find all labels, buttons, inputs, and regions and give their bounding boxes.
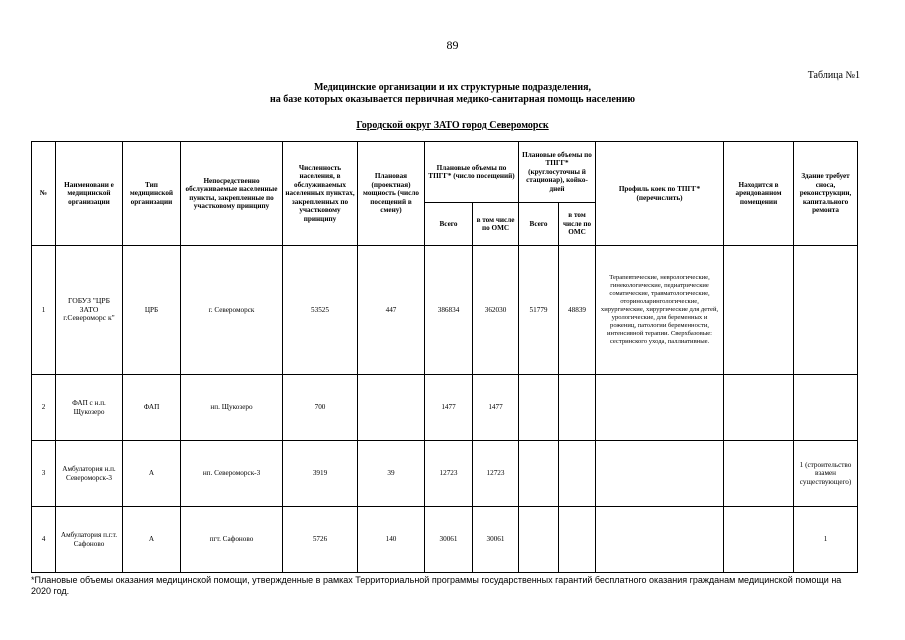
cell-population: 700 — [283, 375, 358, 441]
cell-name: ФАП с н.п. Щукозеро — [56, 375, 123, 441]
table-row — [32, 375, 858, 441]
cell-beds-oms — [559, 375, 596, 441]
cell-building — [794, 246, 858, 375]
header-profile: Профиль коек по ТПГГ* (перечислить) — [596, 142, 724, 246]
cell-rented — [724, 246, 794, 375]
title-line-1: Медицинские организации и их структурные подразделения, — [314, 82, 591, 93]
cell-type: А — [123, 441, 181, 507]
document-title — [0, 82, 905, 106]
cell-rented — [724, 441, 794, 507]
cell-population: 3919 — [283, 441, 358, 507]
cell-profile — [596, 507, 724, 573]
cell-settlements: г. Североморск — [181, 246, 283, 375]
cell-capacity — [358, 375, 425, 441]
cell-settlements: пгт. Сафоново — [181, 507, 283, 573]
cell-beds-total: 51779 — [519, 246, 559, 375]
page-number: 89 — [446, 38, 459, 52]
header-beds-total: Всего — [519, 203, 559, 246]
cell-beds-oms — [559, 507, 596, 573]
cell-beds-total — [519, 441, 559, 507]
document-subtitle: Городской округ ЗАТО город Североморск — [356, 120, 549, 131]
cell-visits-total: 30061 — [425, 507, 473, 573]
cell-visits-oms: 12723 — [473, 441, 519, 507]
footnote: *Плановые объемы оказания медицинской помощи, утвержденные в рамках Территориальной программы государственных гарантий бесплатного оказания гражданам медицинской помощи на 2020 год. — [31, 575, 842, 596]
cell-visits-total: 12723 — [425, 441, 473, 507]
cell-beds-oms: 48839 — [559, 246, 596, 375]
cell-capacity: 447 — [358, 246, 425, 375]
title-line-2: на базе которых оказывается первичная медико-санитарная помощь населению — [270, 94, 635, 105]
cell-settlements: нп. Североморск-3 — [181, 441, 283, 507]
cell-type: ФАП — [123, 375, 181, 441]
cell-beds-oms — [559, 441, 596, 507]
cell-population: 53525 — [283, 246, 358, 375]
cell-rented — [724, 507, 794, 573]
header-population: Численность населения, в обслуживаемых населенных пунктах, закрепленных по участковому принципу — [283, 142, 358, 246]
table-label: Таблица №1 — [807, 70, 860, 81]
table-row — [32, 441, 858, 507]
cell-profile — [596, 375, 724, 441]
cell-num: 2 — [32, 375, 56, 441]
header-visits-oms: в том числе по ОМС — [473, 203, 519, 246]
cell-building — [794, 375, 858, 441]
header-row-1 — [32, 142, 858, 203]
cell-settlements: нп. Щукозеро — [181, 375, 283, 441]
header-visits-total: Всего — [425, 203, 473, 246]
cell-visits-total: 1477 — [425, 375, 473, 441]
cell-population: 5726 — [283, 507, 358, 573]
cell-type: ЦРБ — [123, 246, 181, 375]
cell-name: Амбулатория п.г.т. Сафоново — [56, 507, 123, 573]
header-name: Наименовани е медицинской организации — [56, 142, 123, 246]
header-capacity: Плановая (проектная) мощность (число посещений в смену) — [358, 142, 425, 246]
cell-beds-total — [519, 375, 559, 441]
header-tpgg-beds: Плановые объемы по ТПГГ* (круглосуточны й стационар), койко-дней — [519, 142, 596, 203]
header-rented: Находится в арендованном помещении — [724, 142, 794, 246]
header-building: Здание требует сноса, реконструкции, капитального ремонта — [794, 142, 858, 246]
cell-num: 1 — [32, 246, 56, 375]
cell-visits-oms: 1477 — [473, 375, 519, 441]
header-beds-oms: в том числе по ОМС — [559, 203, 596, 246]
cell-num: 4 — [32, 507, 56, 573]
cell-type: А — [123, 507, 181, 573]
table-row — [32, 507, 858, 573]
cell-num: 3 — [32, 441, 56, 507]
organizations-table — [31, 141, 858, 573]
header-type: Тип медицинской организации — [123, 142, 181, 246]
cell-profile: Терапевтические, неврологические, гинекологические, педиатрические соматические, травматологические, оториноларингологические, хирургические, хирургические для детей, урологические, для беременных и рожениц, патологии беременности, интенсивной терапии. Сверхбазовые: сестринского ухода, паллиативные. — [596, 246, 724, 375]
cell-visits-oms: 362030 — [473, 246, 519, 375]
cell-building: 1 (строительство взамен существующего) — [794, 441, 858, 507]
header-settlements: Непосредственно обслуживаемые населенные пункты, закрепленные по участковому принципу — [181, 142, 283, 246]
table-row — [32, 246, 858, 375]
cell-visits-total: 386834 — [425, 246, 473, 375]
cell-name: ГОБУЗ "ЦРБ ЗАТО г.Североморс к" — [56, 246, 123, 375]
cell-capacity: 140 — [358, 507, 425, 573]
cell-rented — [724, 375, 794, 441]
cell-beds-total — [519, 507, 559, 573]
cell-visits-oms: 30061 — [473, 507, 519, 573]
header-tpgg-visits: Плановые объемы по ТПГГ* (число посещений) — [425, 142, 519, 203]
header-num: № — [32, 142, 56, 246]
cell-capacity: 39 — [358, 441, 425, 507]
cell-name: Амбулатория н.п. Североморск-3 — [56, 441, 123, 507]
cell-building: 1 — [794, 507, 858, 573]
cell-profile — [596, 441, 724, 507]
